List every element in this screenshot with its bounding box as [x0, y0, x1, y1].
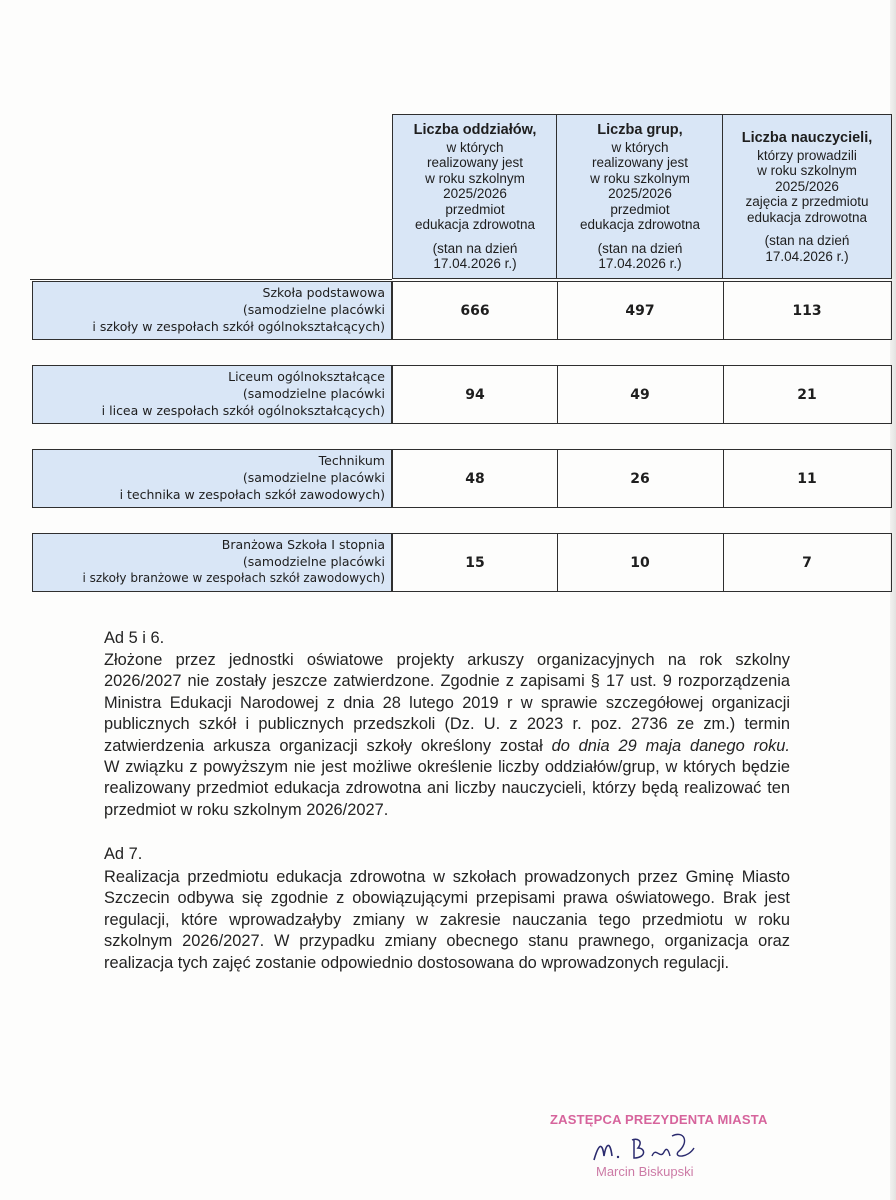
table-top-rule [30, 279, 392, 280]
header-line: edukacja zdrowotna [746, 209, 868, 225]
deadline-prefix: zatwierdzenia arkusza organizacji szkoły określony został [104, 736, 552, 755]
row-label [32, 449, 392, 508]
row-label [32, 365, 392, 424]
row-label [32, 533, 392, 592]
cell-teachers: 7 [723, 533, 892, 592]
body-line: regulacji, które wprowadzałyby zmiany w zakresie nauczania tego przedmiotu w roku [104, 910, 790, 929]
section-body-ad5-6 [104, 650, 790, 821]
header-line: 2025/2026 [443, 186, 507, 201]
header-line: w których [446, 139, 504, 155]
official-stamp-title: ZASTĘPCA PREZYDENTA MIASTA [550, 1112, 768, 1127]
body-line: przedmiot w roku szkolnym 2026/2027. [104, 800, 389, 819]
cell-groups: 49 [557, 365, 724, 424]
header-line: realizowany jest [591, 155, 689, 170]
body-line: Szczecin odbywa się zgodnie z obowiązującymi przepisami prawa oświatowego. Brak jest [104, 889, 790, 908]
cell-classes: 15 [392, 533, 558, 592]
body-line: Ministra Edukacji Narodowej z dnia 28 lutego 2019 r w sprawie szczegółowej organizacji [104, 693, 790, 712]
row-label-line: (samodzielne placówki [242, 386, 385, 401]
body-line: Realizacja przedmiotu edukacja zdrowotna w szkołach prowadzonych przez Gminę Miasto [104, 868, 790, 886]
table-header-classes [392, 114, 558, 279]
header-line: w których [611, 139, 669, 155]
header-line: 2025/2026 [608, 186, 672, 201]
row-label-line: Liceum ogólnokształcące [228, 369, 385, 384]
row-label-line: (samodzielne placówki [242, 470, 385, 485]
row-label-line: (samodzielne placówki [242, 554, 385, 569]
table-row [32, 449, 892, 508]
header-line: realizowany jest [426, 155, 524, 170]
row-label-line: i technika w zespołach szkół zawodowych) [119, 487, 385, 502]
header-line: w roku szkolnym [425, 170, 525, 186]
header-line: którzy prowadzili [757, 147, 857, 163]
header-line: zajęcia z przedmiotu [745, 194, 869, 209]
header-title: Liczba grup, [597, 122, 683, 138]
table-row [32, 281, 892, 340]
header-line: 2025/2026 [775, 178, 839, 194]
header-line: w roku szkolnym [757, 163, 857, 178]
cell-teachers: 11 [723, 449, 892, 508]
body-line: szkolnym 2026/2027. W przypadku zmiany obecnego stanu prawnego, organizacja oraz [104, 932, 790, 951]
header-note: (stan na dzień [764, 233, 850, 248]
row-label-line: i szkoły w zespołach szkół ogólnokształcących) [92, 319, 385, 334]
row-label [32, 281, 392, 340]
section-heading-ad5-6: Ad 5 i 6. [104, 629, 165, 647]
table-row [32, 533, 892, 592]
body-line: realizacja tych zajęć zostanie odpowiednio dostosowana do wprowadzonych regulacji. [104, 953, 730, 972]
body-line: 2026/2027 nie zostały jeszcze zatwierdzone. Zgodnie z zapisami § 17 ust. 9 rozporządzenia [104, 672, 790, 691]
section-heading-ad7: Ad 7. [104, 845, 143, 863]
row-label-line: i licea w zespołach szkół ogólnokształcących) [101, 403, 385, 418]
table-row [32, 365, 892, 424]
row-label-line: (samodzielne placówki [242, 302, 385, 317]
deadline-italic: do dnia 29 maja danego roku. [551, 736, 790, 755]
row-label-line: Branżowa Szkoła I stopnia [221, 537, 385, 552]
section-body-ad7 [104, 867, 790, 974]
header-line: edukacja zdrowotna [414, 217, 536, 232]
cell-teachers: 113 [723, 281, 892, 340]
header-note: 17.04.2026 r.) [765, 248, 849, 264]
header-title: Liczba nauczycieli, [741, 130, 873, 146]
cell-teachers: 21 [723, 365, 892, 424]
header-title: Liczba oddziałów, [413, 122, 537, 138]
body-line: publicznych szkół i publicznych przedszkoli (Dz. U. z 2023 r. poz. 2736 ze zm.) termin [104, 715, 790, 734]
body-line: Złożone przez jednostki oświatowe projekty arkuszy organizacyjnych na rok szkolny [104, 651, 790, 669]
cell-classes: 94 [392, 365, 558, 424]
header-line: przedmiot [445, 201, 505, 217]
cell-groups: 10 [557, 533, 724, 592]
table-header-teachers [722, 114, 892, 279]
header-note: 17.04.2026 r.) [433, 256, 517, 271]
row-label-line: Szkoła podstawowa [262, 285, 385, 300]
official-stamp-name: Marcin Biskupski [596, 1164, 694, 1179]
header-line: przedmiot [610, 201, 670, 217]
body-line-deadline [104, 736, 790, 757]
body-line: realizowany przedmiot edukacja zdrowotna ani liczby nauczycieli, którzy będą realizować ten [104, 779, 790, 798]
header-line: edukacja zdrowotna [579, 217, 701, 232]
cell-groups: 497 [557, 281, 724, 340]
header-note: (stan na dzień [432, 240, 518, 256]
row-label-line: i szkoły branżowe w zespołach szkół zawodowych) [82, 571, 385, 585]
header-note: 17.04.2026 r.) [598, 256, 682, 271]
cell-classes: 48 [392, 449, 558, 508]
header-note: (stan na dzień [597, 240, 683, 256]
header-line: w roku szkolnym [590, 170, 690, 186]
cell-groups: 26 [557, 449, 724, 508]
cell-classes: 666 [392, 281, 558, 340]
table-header-groups [556, 114, 724, 279]
body-line: W związku z powyższym nie jest możliwe określenie liczby oddziałów/grup, w których będzie [104, 758, 790, 777]
row-label-line: Technikum [318, 453, 385, 468]
